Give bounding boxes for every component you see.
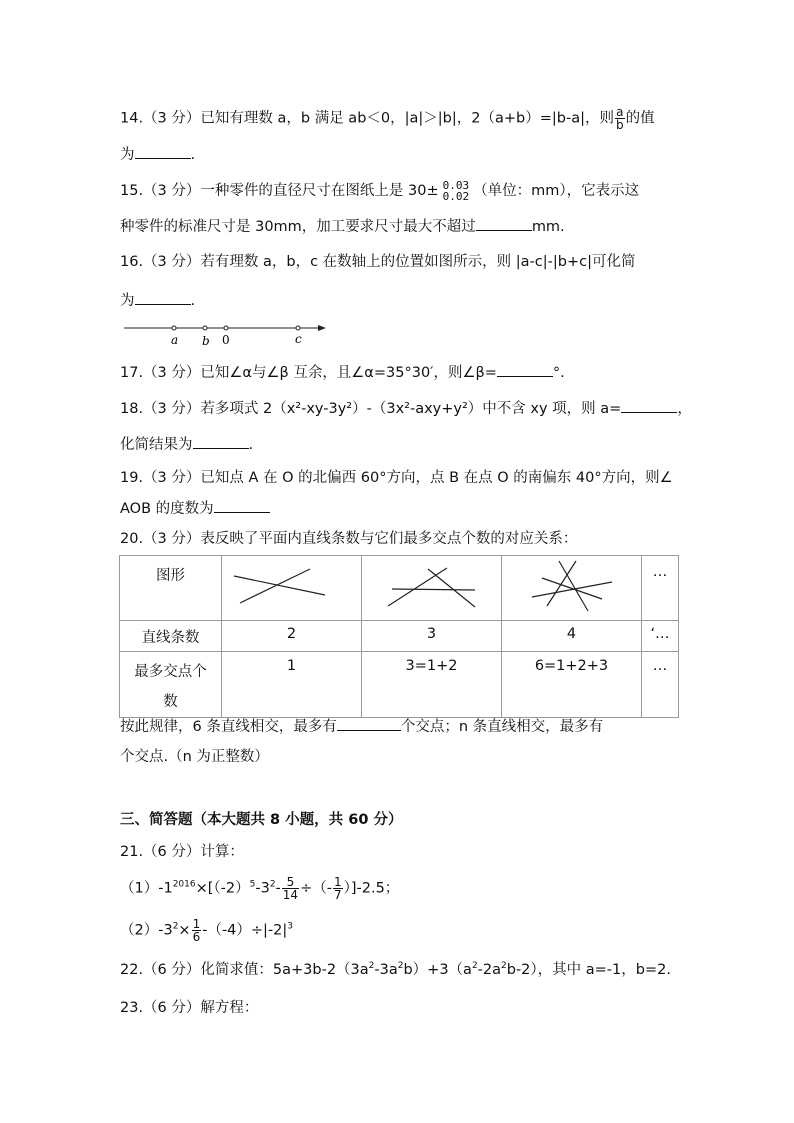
expr-text: b-2），其中 a=-1，b=2. bbox=[506, 962, 671, 978]
table-cell bbox=[642, 652, 679, 718]
cell-value: 3 bbox=[426, 626, 437, 642]
q20-after-text-b: 个交点；n 条直线相交，最多有 bbox=[400, 719, 604, 735]
answer-blank[interactable] bbox=[135, 290, 191, 305]
question-20-after2 bbox=[120, 747, 269, 767]
answer-blank[interactable] bbox=[476, 216, 532, 231]
q19-text: 19.（3 分）已知点 A 在 O 的北偏西 60°方向，点 B 在点 O 的南偏东 40°方向，则∠ bbox=[120, 470, 673, 486]
tolerance-lower: 0.02 bbox=[442, 190, 470, 203]
expr-text: - bbox=[275, 880, 281, 897]
q15-text-b: （单位：mm），它表示这 bbox=[473, 183, 640, 199]
question-14-line1 bbox=[120, 106, 655, 131]
expr-text: （1）-1 bbox=[120, 880, 173, 897]
table-row-line-count bbox=[120, 621, 679, 652]
question-21-part2 bbox=[120, 918, 293, 943]
expr-text: × bbox=[178, 922, 191, 939]
q17-text-b: °. bbox=[552, 365, 565, 381]
expr-text: （2）-3 bbox=[120, 922, 173, 939]
exponent: 2 bbox=[397, 961, 404, 972]
q16-line2-text: 为 bbox=[120, 293, 135, 309]
q16-text: 16.（3 分）若有理数 a，b，c 在数轴上的位置如图所示，则 |a-c|-|b+c|可化简 bbox=[120, 254, 636, 270]
answer-blank[interactable] bbox=[621, 398, 677, 413]
question-15-line2 bbox=[120, 216, 565, 237]
cell-value: 3=1+2 bbox=[405, 658, 458, 674]
row-header-text: 图形 bbox=[156, 568, 185, 584]
q14-line2-text: 为 bbox=[120, 147, 135, 163]
question-23 bbox=[120, 998, 258, 1018]
q21-head-text: 21.（6 分）计算： bbox=[120, 844, 244, 860]
exponent: 2 bbox=[172, 921, 179, 932]
q18-text-b: ， bbox=[677, 401, 692, 417]
q14-text-a: 14.（3 分）已知有理数 a，b 满足 ab＜0，|a|＞|b|，2（a+b）=|b-a|，则 bbox=[120, 110, 614, 127]
exponent: 2016 bbox=[172, 879, 196, 890]
point-zero bbox=[224, 326, 228, 330]
label-a: a bbox=[171, 333, 179, 347]
tolerance-upper: 0.03 bbox=[442, 179, 470, 192]
exponent: 2 bbox=[471, 961, 478, 972]
cell-value: 6=1+2+3 bbox=[534, 658, 609, 674]
exponent: 5 bbox=[249, 879, 256, 890]
fraction-numerator: 1 bbox=[192, 917, 201, 931]
question-19-line2 bbox=[120, 498, 270, 519]
fraction-denominator: 7 bbox=[333, 888, 342, 902]
fraction bbox=[333, 876, 343, 901]
question-20-intro bbox=[120, 529, 577, 549]
row-header-text bbox=[120, 652, 221, 717]
expr-text: ×[（-2） bbox=[195, 880, 250, 897]
question-17 bbox=[120, 362, 565, 383]
exponent: 2 bbox=[269, 879, 276, 890]
q18-line2-end: . bbox=[248, 437, 254, 453]
cell-value: … bbox=[652, 658, 668, 674]
tolerance-values bbox=[443, 180, 470, 202]
figure-four-lines bbox=[502, 556, 642, 621]
figure-three-lines bbox=[362, 556, 502, 621]
point-a bbox=[172, 326, 176, 330]
axis-arrow-icon bbox=[318, 325, 326, 331]
q17-text-a: 17.（3 分）已知∠α与∠β 互余，且∠α=35°30′，则∠β= bbox=[120, 365, 497, 381]
question-14-line2 bbox=[120, 144, 195, 165]
fraction-a-over-b bbox=[615, 106, 625, 131]
q20-after-text-a: 按此规律，6 条直线相交，最多有 bbox=[120, 719, 337, 735]
answer-blank[interactable] bbox=[214, 498, 270, 513]
label-c: c bbox=[295, 332, 302, 346]
q15-line2-end: mm. bbox=[531, 219, 565, 235]
table-row-max-points bbox=[120, 652, 679, 718]
four-lines-figure bbox=[502, 556, 641, 616]
question-21-head bbox=[120, 842, 244, 862]
expr-text: b）+3（a bbox=[403, 962, 472, 978]
fraction-denominator: b bbox=[615, 118, 624, 132]
question-22 bbox=[120, 960, 671, 980]
row-header-figure bbox=[120, 556, 222, 621]
expr-text: 22.（6 分）化简求值：5a+3b-2（3a bbox=[120, 962, 369, 978]
cell-value: ‘… bbox=[650, 626, 670, 642]
fraction-numerator: 1 bbox=[333, 875, 342, 889]
fraction bbox=[282, 876, 299, 901]
row-header-line1: 最多交点个 bbox=[134, 664, 207, 680]
row-header-text: 直线条数 bbox=[141, 630, 200, 646]
expr-text: ）]-2.5； bbox=[343, 880, 400, 897]
cell-value: 4 bbox=[566, 626, 577, 642]
exponent: 2 bbox=[368, 961, 375, 972]
table-cell bbox=[502, 621, 642, 652]
question-20-after1 bbox=[120, 716, 603, 737]
fraction-numerator: a bbox=[616, 105, 624, 119]
number-line-figure bbox=[120, 318, 330, 348]
section-title-text: 三、简答题（本大题共 8 小题，共 60 分） bbox=[120, 812, 403, 828]
q20-after-text-c: 个交点.（n 为正整数） bbox=[120, 749, 269, 765]
q15-text-a: 15.（3 分）一种零件的直径尺寸在图纸上是 30± bbox=[120, 183, 439, 199]
table-cell bbox=[502, 652, 642, 718]
cell-value: 2 bbox=[286, 626, 297, 642]
q18-text-a: 18.（3 分）若多项式 2（x²-xy-3y²）-（3x²-axy+y²）中不含 xy 项，则 a= bbox=[120, 401, 622, 417]
question-16-line1 bbox=[120, 252, 635, 272]
table-cell bbox=[222, 621, 362, 652]
question-16-line2 bbox=[120, 290, 195, 311]
label-b: b bbox=[202, 334, 210, 348]
question-19-line1 bbox=[120, 468, 673, 488]
table-cell bbox=[362, 621, 502, 652]
section-3-title bbox=[120, 810, 402, 830]
question-15-line1 bbox=[120, 180, 639, 202]
lines-intersections-table bbox=[119, 555, 679, 718]
expr-text: -3 bbox=[255, 880, 270, 897]
q16-line2-end: . bbox=[190, 293, 196, 309]
figure-ellipsis-cell bbox=[642, 556, 679, 621]
question-21-part1 bbox=[120, 876, 399, 901]
point-b bbox=[203, 326, 207, 330]
expr-text: -2a bbox=[477, 962, 502, 978]
q14-text-b: 的值 bbox=[625, 110, 655, 127]
expr-text: -3a bbox=[374, 962, 398, 978]
expr-text: -（-4）÷|-2| bbox=[202, 922, 288, 939]
fraction-denominator: 14 bbox=[282, 888, 299, 902]
table-cell bbox=[222, 652, 362, 718]
point-c bbox=[296, 326, 300, 330]
fraction-numerator: 5 bbox=[282, 876, 299, 889]
exponent: 2 bbox=[501, 961, 507, 972]
figure-two-lines bbox=[222, 556, 362, 621]
row-header-line2: 数 bbox=[163, 694, 178, 710]
question-18-line2 bbox=[120, 434, 253, 455]
ellipsis-text: … bbox=[652, 564, 668, 580]
expr-text: ÷（- bbox=[300, 880, 332, 897]
q19-line2-text: AOB 的度数为 bbox=[120, 501, 214, 517]
q20-intro-text: 20.（3 分）表反映了平面内直线条数与它们最多交点个数的对应关系： bbox=[120, 531, 578, 547]
label-zero: 0 bbox=[222, 333, 230, 347]
exponent: 3 bbox=[287, 921, 294, 932]
answer-blank[interactable] bbox=[337, 716, 401, 731]
fraction bbox=[192, 918, 202, 943]
q23-head-text: 23.（6 分）解方程： bbox=[120, 1000, 259, 1016]
question-18-line1 bbox=[120, 398, 692, 419]
q14-line2-end: . bbox=[190, 147, 196, 163]
q15-line2-text: 种零件的标准尺寸是 30mm，加工要求尺寸最大不超过 bbox=[120, 219, 476, 235]
q18-line2-text: 化简结果为 bbox=[120, 437, 193, 453]
two-lines-figure bbox=[222, 556, 361, 616]
table-cell bbox=[642, 621, 679, 652]
cell-value: 1 bbox=[286, 658, 297, 674]
table-row-figures bbox=[120, 556, 679, 621]
answer-blank[interactable] bbox=[193, 434, 249, 449]
answer-blank[interactable] bbox=[497, 362, 553, 377]
fraction-denominator: 6 bbox=[192, 930, 201, 944]
row-header-max-points bbox=[120, 652, 222, 718]
row-header-line-count bbox=[120, 621, 222, 652]
answer-blank[interactable] bbox=[135, 144, 191, 159]
table-cell bbox=[362, 652, 502, 718]
three-lines-figure bbox=[362, 556, 501, 616]
